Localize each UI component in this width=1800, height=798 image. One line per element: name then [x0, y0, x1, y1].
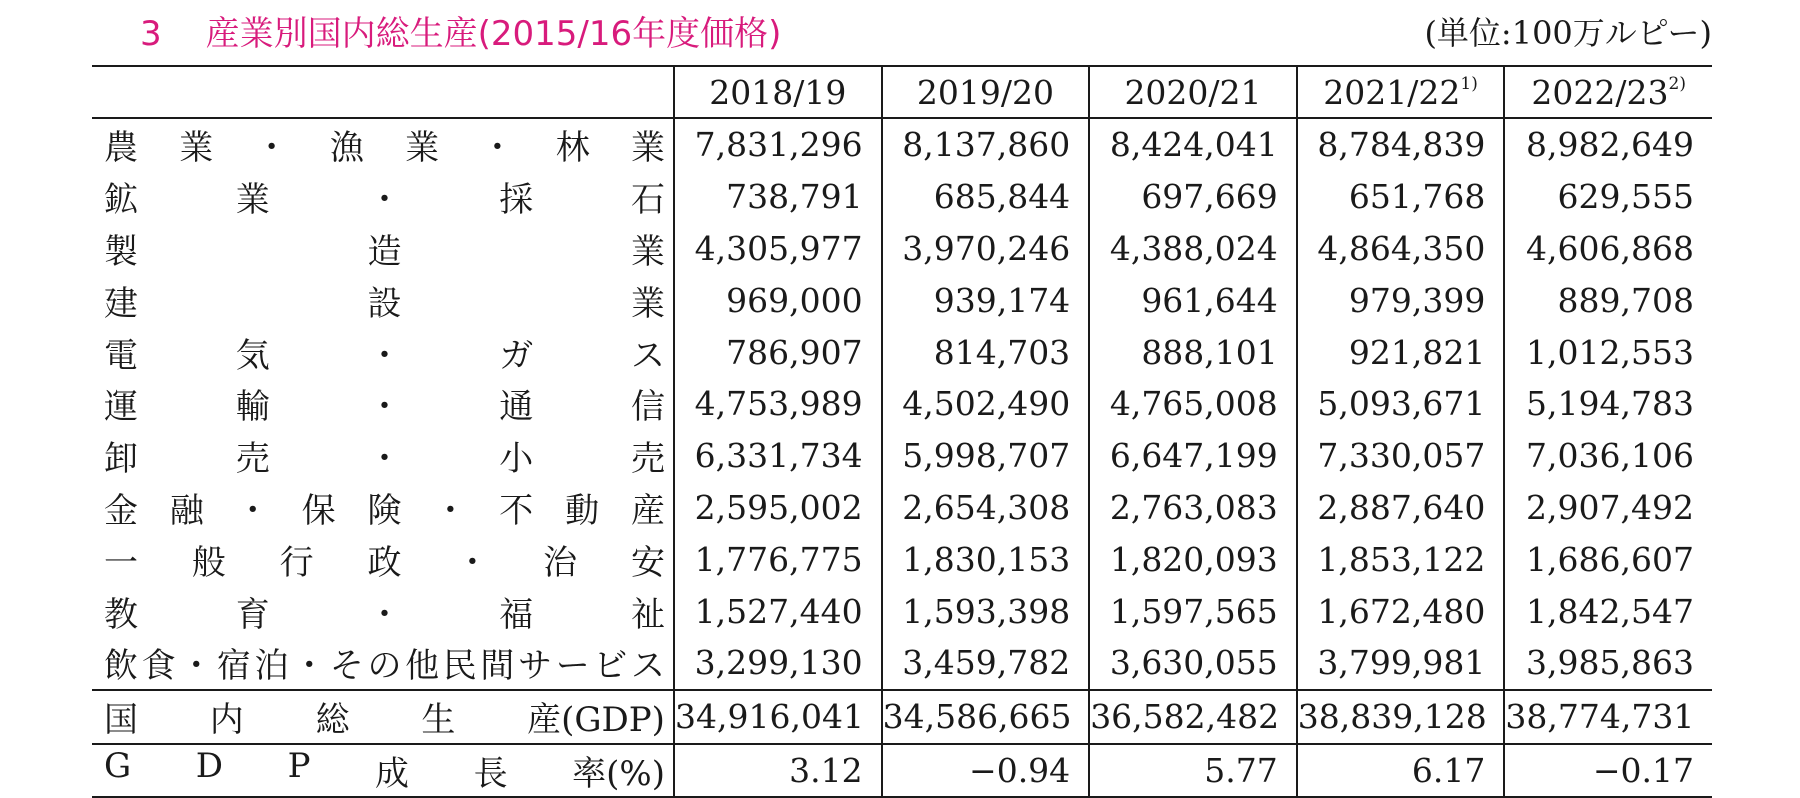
value-cell: 3.12 — [674, 744, 882, 798]
value-cell: 2,763,083 — [1089, 482, 1297, 534]
value-cell: 1,830,153 — [882, 533, 1090, 585]
value-cell: 888,101 — [1089, 326, 1297, 378]
value-cell: 889,708 — [1504, 274, 1712, 326]
row-label-text: 鉱 業 ・ 採 石 — [104, 180, 665, 221]
value-cell: 3,459,782 — [882, 637, 1090, 690]
row-label-text: 教 育 ・ 福 祉 — [104, 594, 665, 635]
table-row — [92, 585, 1712, 637]
page-title — [140, 6, 781, 55]
value-cell: 697,669 — [1089, 171, 1297, 223]
row-label-text: 卸 売 ・ 小 売 — [104, 439, 665, 480]
row-label — [92, 171, 674, 223]
value-cell: 979,399 — [1297, 274, 1505, 326]
row-label-text: 電 気 ・ ガ ス — [104, 335, 665, 376]
row-label-text: 運 輸 ・ 通 信 — [104, 387, 665, 428]
table-row — [92, 223, 1712, 275]
value-cell: 4,864,350 — [1297, 223, 1505, 275]
value-cell: −0.17 — [1504, 744, 1712, 798]
value-cell: 7,831,296 — [674, 118, 882, 171]
value-cell: 1,672,480 — [1297, 585, 1505, 637]
row-label — [92, 223, 674, 275]
value-cell: 8,424,041 — [1089, 118, 1297, 171]
value-cell: 34,916,041 — [674, 690, 882, 744]
value-cell: 5,194,783 — [1504, 378, 1712, 430]
row-label — [92, 637, 674, 690]
column-header: 2019/20 — [882, 66, 1090, 118]
value-cell: 6,647,199 — [1089, 430, 1297, 482]
table-row — [92, 326, 1712, 378]
value-cell: 961,644 — [1089, 274, 1297, 326]
value-cell: 2,654,308 — [882, 482, 1090, 534]
value-cell: 1,593,398 — [882, 585, 1090, 637]
value-cell: 1,776,775 — [674, 533, 882, 585]
value-cell: 3,970,246 — [882, 223, 1090, 275]
value-cell: 8,137,860 — [882, 118, 1090, 171]
row-label-text: 建 設 業 — [104, 283, 665, 324]
value-cell: 4,765,008 — [1089, 378, 1297, 430]
value-cell: 1,527,440 — [674, 585, 882, 637]
column-header: 2018/19 — [674, 66, 882, 118]
row-label-text: 金 融 ・ 保 険 ・ 不 動 産 — [104, 490, 665, 531]
row-label-text: 一 般 行 政 ・ 治 安 — [104, 542, 665, 583]
row-label — [92, 430, 674, 482]
footnote-marker: 2) — [1668, 73, 1686, 94]
value-cell: 4,388,024 — [1089, 223, 1297, 275]
row-label — [92, 274, 674, 326]
table-row — [92, 482, 1712, 534]
value-cell: 5,093,671 — [1297, 378, 1505, 430]
header-row — [92, 66, 1712, 118]
value-cell: 5,998,707 — [882, 430, 1090, 482]
row-label — [92, 744, 674, 798]
row-label — [92, 482, 674, 534]
value-cell: 4,305,977 — [674, 223, 882, 275]
value-cell: 5.77 — [1089, 744, 1297, 798]
section-number: 3 — [140, 14, 162, 54]
value-cell: 939,174 — [882, 274, 1090, 326]
value-cell: 6.17 — [1297, 744, 1505, 798]
value-cell: 1,597,565 — [1089, 585, 1297, 637]
value-cell: 1,853,122 — [1297, 533, 1505, 585]
gdp-by-industry-table — [92, 65, 1712, 798]
value-cell: 738,791 — [674, 171, 882, 223]
row-label — [92, 533, 674, 585]
value-cell: 8,784,839 — [1297, 118, 1505, 171]
value-cell: 7,330,057 — [1297, 430, 1505, 482]
value-cell: 685,844 — [882, 171, 1090, 223]
row-label-text: 国 内 総 生 産(GDP) — [104, 700, 665, 741]
value-cell: 38,774,731 — [1504, 690, 1712, 744]
gdp-total-row — [92, 690, 1712, 744]
value-cell: 4,753,989 — [674, 378, 882, 430]
column-header: 2022/23$^{2)}$ — [1504, 66, 1712, 118]
table-row — [92, 378, 1712, 430]
row-label-text: G D P 成 長 率(%) — [104, 745, 665, 794]
row-label — [92, 118, 674, 171]
value-cell: 1,012,553 — [1504, 326, 1712, 378]
table-row — [92, 118, 1712, 171]
value-cell: 814,703 — [882, 326, 1090, 378]
row-label — [92, 690, 674, 744]
unit-label: (単位:100万ルピー) — [1424, 14, 1712, 52]
value-cell: 34,586,665 — [882, 690, 1090, 744]
value-cell: 2,595,002 — [674, 482, 882, 534]
value-cell: 3,299,130 — [674, 637, 882, 690]
gdp-growth-row — [92, 744, 1712, 798]
value-cell: 969,000 — [674, 274, 882, 326]
value-cell: 6,331,734 — [674, 430, 882, 482]
table-row — [92, 171, 1712, 223]
row-label — [92, 585, 674, 637]
value-cell: 1,842,547 — [1504, 585, 1712, 637]
row-label-text: 飲 食 ・ 宿 泊 ・ そ の 他 民 間 サ ー ビ ス — [104, 646, 665, 687]
value-cell: 921,821 — [1297, 326, 1505, 378]
section-title: 産業別国内総生産(2015/16年度価格) — [205, 14, 782, 54]
header-blank — [92, 66, 674, 118]
value-cell: 3,799,981 — [1297, 637, 1505, 690]
table-row — [92, 637, 1712, 690]
row-label-text: 農 業 ・ 漁 業 ・ 林 業 — [104, 128, 665, 169]
value-cell: 36,582,482 — [1089, 690, 1297, 744]
table-row — [92, 430, 1712, 482]
value-cell: 1,820,093 — [1089, 533, 1297, 585]
value-cell: 786,907 — [674, 326, 882, 378]
value-cell: 4,606,868 — [1504, 223, 1712, 275]
column-header: 2021/22$^{1)}$ — [1297, 66, 1505, 118]
value-cell: 1,686,607 — [1504, 533, 1712, 585]
value-cell: 8,982,649 — [1504, 118, 1712, 171]
table-row — [92, 533, 1712, 585]
value-cell: 629,555 — [1504, 171, 1712, 223]
column-header: 2020/21 — [1089, 66, 1297, 118]
row-label — [92, 326, 674, 378]
value-cell: 3,985,863 — [1504, 637, 1712, 690]
value-cell: 2,907,492 — [1504, 482, 1712, 534]
value-cell: 38,839,128 — [1297, 690, 1505, 744]
value-cell: 4,502,490 — [882, 378, 1090, 430]
value-cell: −0.94 — [882, 744, 1090, 798]
value-cell: 651,768 — [1297, 171, 1505, 223]
row-label-text: 製 造 業 — [104, 231, 665, 272]
row-label — [92, 378, 674, 430]
value-cell: 3,630,055 — [1089, 637, 1297, 690]
table-row — [92, 274, 1712, 326]
value-cell: 7,036,106 — [1504, 430, 1712, 482]
footnote-marker: 1) — [1460, 73, 1478, 94]
value-cell: 2,887,640 — [1297, 482, 1505, 534]
